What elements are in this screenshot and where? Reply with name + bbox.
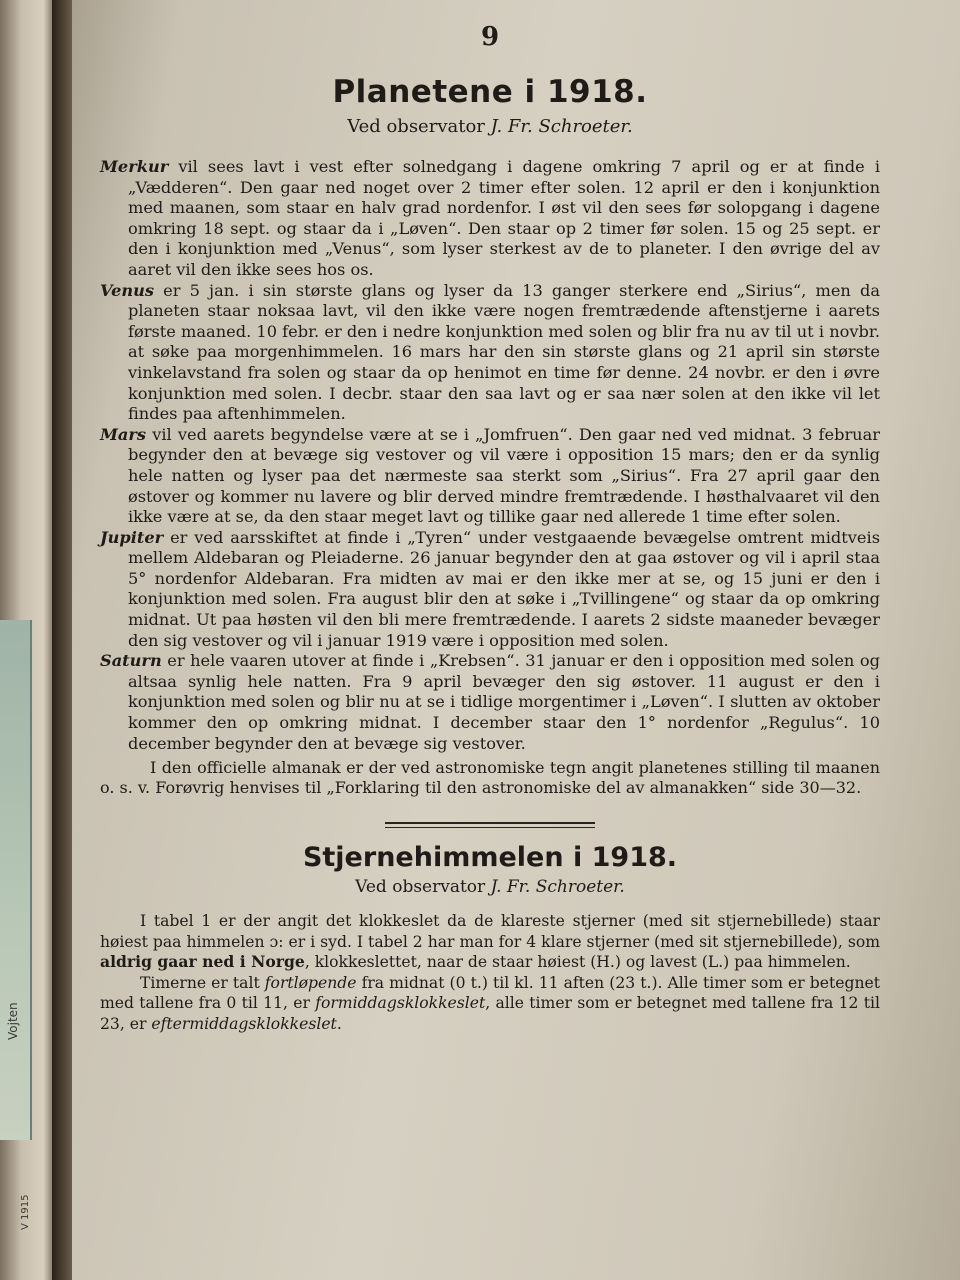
section2-subtitle-author: J. Fr. Schroeter. <box>490 877 625 898</box>
section2-subtitle-prefix: Ved observator <box>355 877 486 898</box>
map-year: V 1915 <box>20 1194 31 1230</box>
planet-entry-jupiter <box>100 528 880 652</box>
map-fragment <box>0 620 32 1140</box>
planet-name: Jupiter <box>100 527 164 547</box>
planet-text: er 5 jan. i sin største glans og lyser da 13 ganger sterkere end „Sirius“, men da planeten staar noksaa lavt, vil den ikke være nogen fremtrædende aftenstjerne i aarets første maaned. 10 febr. er den i nedre konjunktion med solen og blir fra nu av til ut i novbr. at søke paa morgenhimmelen. 16 mars har den sin største glans og 21 april sin største vinkelavstand fra solen og staar da op henimot en time før denne. 24 novbr. er den i øvre konjunktion med solen. I decbr. staar den saa lavt og er saa nær solen at den ikke vil let findes paa aftenhimmelen. <box>128 280 880 424</box>
text-run-italic: eftermiddagsklokkeslet <box>151 1014 337 1033</box>
closing-paragraph: I den officielle almanak er der ved astronomiske tegn angit planetenes stilling til maanen o. s. v. Forøvrig henvises til „Forklaring til den astronomiske del av almanakken“ side 30—32. <box>100 758 880 798</box>
planet-name: Mars <box>100 424 147 444</box>
subtitle-prefix: Ved observator <box>347 116 485 137</box>
text-run: , alle timer som er betegnet med tallene fra 12 til 23, er <box>100 994 880 1033</box>
planet-text: vil ved aarets begyndelse være at se i „Jomfruen“. Den gaar ned ved midnat. 3 februar begynder den at bevæge sig vestover og vil være i opposition 15 mars; den er da synlig hele natten og lyser paa det nærmeste saa sterkt som „Sirius“. Fra 27 april gaar den østover og kommer nu lavere og blir derved mindre fremtrædende. I høsthalvaaret vil den ikke være at se, da den staar meget lavt og tillike gaar ned allerede 1 time efter solen. <box>128 424 880 527</box>
planet-name: Venus <box>100 280 155 300</box>
planet-entry-saturn <box>100 651 880 754</box>
map-label: Vojten <box>6 1002 20 1040</box>
text-run: , klokkeslettet, naar de staar høiest (H.) og lavest (L.) paa himmelen. <box>304 953 851 972</box>
planet-entry-mars <box>100 425 880 528</box>
text-run-italic: fortløpende <box>264 973 357 992</box>
planet-text: vil sees lavt i vest efter solnedgang i dagene omkring 7 april og er at finde i „Vædderen“. Den gaar ned noget over 2 timer efter solen. 12 april er den i konjunktion med maanen, som staar en halv grad nordenfor. I øst vil den sees før solopgang i dagene omkring 18 sept. og staar da i „Løven“. Den staar op 2 timer før solen. 15 og 25 sept. er den i konjunktion med „Venus“, som lyser sterkest av de to planeter. I den øvrige del av aaret vil den ikke sees hos os. <box>128 157 880 279</box>
subtitle-author: J. Fr. Schroeter. <box>490 116 633 137</box>
planet-entry-venus <box>100 281 880 425</box>
section-divider <box>385 822 595 828</box>
text-run: fra midnat (0 t.) til kl. 11 aften (23 t.). Alle timer som er betegnet med tallene fra 0 til 11, er <box>100 973 881 1013</box>
page-title: Planetene i 1918. <box>332 74 648 110</box>
section2-title: Stjernehimmelen i 1918. <box>302 842 678 874</box>
text-run-italic: formiddagsklokkeslet <box>315 994 486 1013</box>
page-number: 9 <box>480 22 500 52</box>
section2-paragraph-1 <box>100 911 880 973</box>
text-run: Timerne er talt <box>140 973 265 992</box>
section2-paragraph-2 <box>100 973 880 1035</box>
page-content <box>100 22 880 1034</box>
text-run: . <box>336 1014 342 1033</box>
section2-subtitle <box>100 877 880 897</box>
text-run: I tabel 1 er der angit det klokkeslet da de klareste stjerner (med sit stjernebillede) staar høiest paa himmelen ɔ: er i syd. I tabel 2 har man for 4 klare stjerner (med sit stjernebillede), som <box>100 912 880 951</box>
planet-text: er hele vaaren utover at finde i „Krebsen“. 31 januar er den i opposition med solen og altsaa synlig hele natten. Fra 9 april bevæger den sig østover. 11 august er den i konjunktion med solen og blir nu at se i tidlige morgentimer i „Løven“. I slutten av oktober kommer den op omkring midnat. I december staar den 1° nordenfor „Regulus“. 10 december begynder den at bevæge sig vestover. <box>128 651 880 753</box>
planet-name: Merkur <box>100 157 169 176</box>
page-subtitle <box>100 116 880 137</box>
planet-entry-merkur <box>100 157 880 281</box>
text-run-bold: aldrig gaar ned i Norge <box>100 952 305 972</box>
book-page <box>72 0 960 1280</box>
planet-name: Saturn <box>100 651 162 671</box>
planet-text: er ved aarsskiftet at finde i „Tyren“ under vestgaaende bevægelse omtrent midtveis mellem Aldebaran og Pleiaderne. 26 januar begynder den at gaa østover og vil i april staa 5° nordenfor Aldebaran. Fra midten av mai er den ikke mer at se, og 15 juni er den i konjunktion med solen. Fra august blir den at søke i „Tvillingene“ og staar da op omkring midnat. Ut paa høsten vil den bli mere fremtrædende. I aarets 2 sidste maaneder bevæger den sig vestover og vil i januar 1919 være i opposition med solen. <box>128 527 880 650</box>
